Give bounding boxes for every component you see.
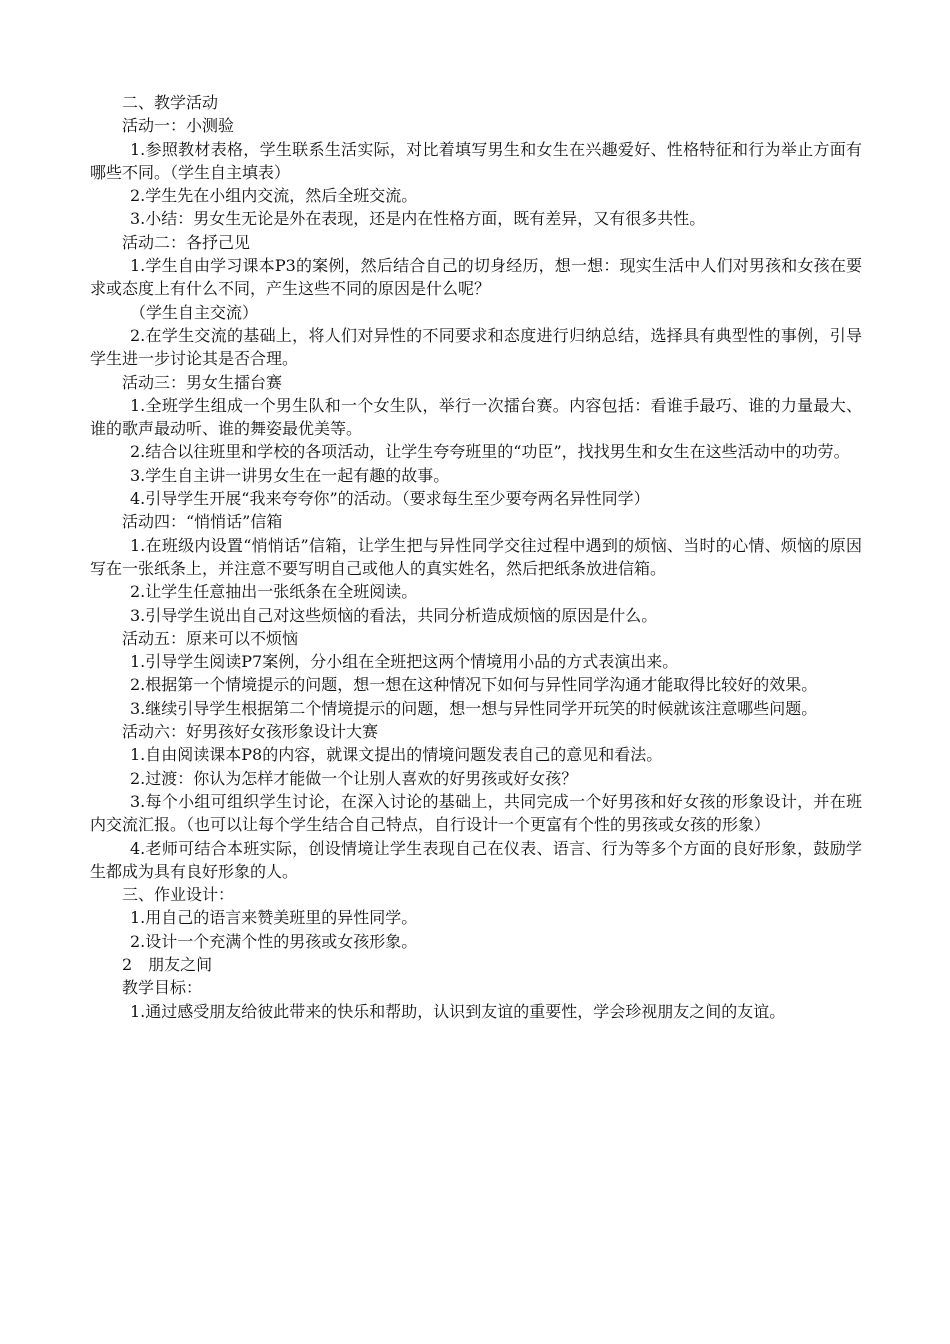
paragraph: 2.结合以往班里和学校的各项活动，让学生夸夸班里的“功臣”，找找男生和女生在这些活动中的功劳。 [130,442,850,462]
paragraph: 1.用自己的语言来赞美班里的异性同学。 [130,908,418,928]
paragraph: 1.参照教材表格，学生联系生活实际，对比着填写男生和女生在兴趣爱好、性格特征和行为举止方面有哪些不同。（学生自主填表） [90,139,862,182]
paragraph: 3.学生自主讲一讲男女生在一起有趣的故事。 [130,465,450,485]
paragraph: 1.在班级内设置“悄悄话”信箱，让学生把与异性同学交往过程中遇到的烦恼、当时的心情、烦恼的原因写在一张纸条上，并注意不要写明自己或他人的真实姓名，然后把纸条放进信箱。 [90,535,862,578]
paragraph: 3.继续引导学生根据第二个情境提示的问题，想一想与异性同学开玩笑的时候就该注意哪些问题。 [130,698,818,718]
paragraph: 4.引导学生开展“我来夸夸你”的活动。（要求每生至少要夸两名异性同学） [130,489,650,509]
paragraph-note: （学生自主交流） [130,302,259,322]
paragraph: 4.老师可结合本班实际，创设情境让学生表现自己在仪表、语言、行为等多个方面的良好形象，鼓励学生都成为具有良好形象的人。 [90,838,862,881]
paragraph: 2.让学生任意抽出一张纸条在全班阅读。 [130,582,418,602]
paragraph: 2.在学生交流的基础上，将人们对异性的不同要求和态度进行归纳总结，选择具有典型性的事例，引导学生进一步讨论其是否合理。 [90,325,862,369]
lesson-heading: 2 朋友之间 [122,954,213,974]
section-heading-homework: 三、作业设计： [122,885,235,905]
paragraph: 1.全班学生组成一个男生队和一个女生队，举行一次擂台赛。内容包括：看谁手最巧、谁的力量最大、谁的歌声最动听、谁的舞姿最优美等。 [90,395,862,439]
paragraph: 1.引导学生阅读P7案例，分小组在全班把这两个情境用小品的方式表演出来。 [130,652,679,672]
activity-heading-1: 活动一：小测验 [122,116,235,136]
activity-heading-4: 活动四：“悄悄话”信箱 [122,512,283,532]
activity-heading-2: 活动二：各抒己见 [122,232,251,252]
paragraph: 1.学生自由学习课本P3的案例，然后结合自己的切身经历，想一想：现实生活中人们对男孩和女孩在要求或态度上有什么不同，产生这些不同的原因是什么呢？ [90,256,862,299]
activity-heading-6: 活动六：好男孩好女孩形象设计大赛 [122,722,379,742]
paragraph: 2.根据第一个情境提示的问题，想一想在这种情况下如何与异性同学沟通才能取得比较好的效果。 [130,675,818,695]
section-heading-teaching-activities: 二、教学活动 [122,93,219,112]
paragraph: 2.过渡：你认为怎样才能做一个让别人喜欢的好男孩或好女孩？ [130,768,578,788]
activity-heading-3: 活动三：男女生擂台赛 [122,372,283,392]
paragraph: 3.引导学生说出自己对这些烦恼的看法，共同分析造成烦恼的原因是什么。 [130,605,658,625]
paragraph: 2.设计一个充满个性的男孩或女孩形象。 [130,931,418,951]
paragraph: 3.每个小组可组织学生讨论，在深入讨论的基础上，共同完成一个好男孩和好女孩的形象设计，并在班内交流汇报。（也可以让每个学生结合自己特点，自行设计一个更富有个性的男孩或女孩的形象） [90,791,862,835]
paragraph: 1.通过感受朋友给彼此带来的快乐和帮助，认识到友谊的重要性，学会珍视朋友之间的友谊。 [130,1001,786,1021]
paragraph: 1.自由阅读课本P8的内容，就课文提出的情境问题发表自己的意见和看法。 [130,745,663,765]
paragraph: 2.学生先在小组内交流，然后全班交流。 [130,186,418,206]
activity-heading-5: 活动五：原来可以不烦恼 [122,628,299,648]
objectives-heading: 教学目标： [122,978,203,998]
paragraph: 3.小结：男女生无论是外在表现，还是内在性格方面，既有差异，又有很多共性。 [130,209,706,229]
